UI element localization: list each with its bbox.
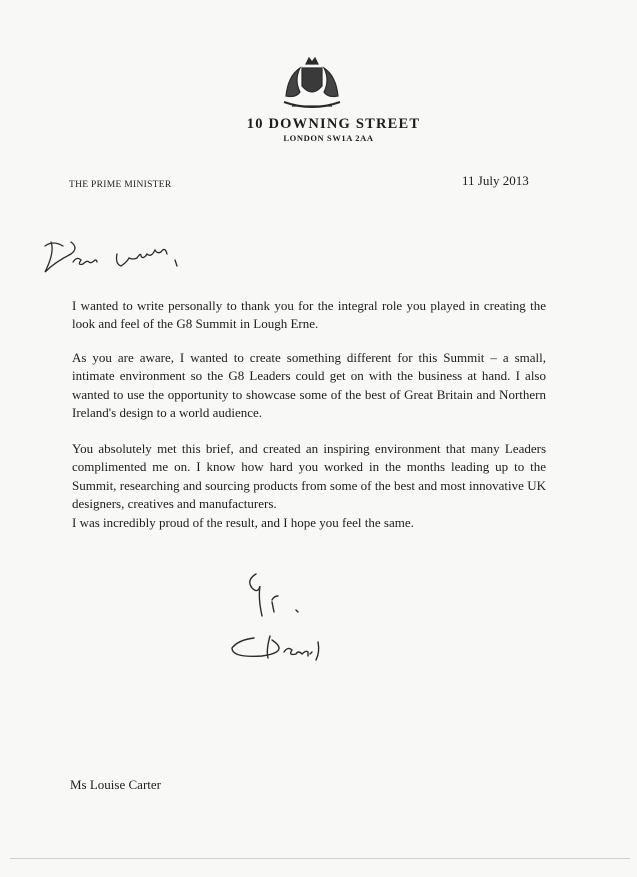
scan-edge-line — [10, 858, 630, 859]
handwritten-signature — [224, 628, 342, 670]
royal-coat-of-arms-icon — [278, 54, 346, 112]
from-label: THE PRIME MINISTER — [69, 180, 172, 190]
postcode-line: LONDON SW1A 2AA — [283, 133, 374, 143]
address-line: 10 DOWNING STREET — [246, 116, 421, 132]
paragraph-3: You absolutely met this brief, and created an inspiring environment that many Leaders complimented me on. I know how hard you worked in the months leading up to the Summit, researching and sourcing products from some of the best and most innovative UK designers, creatives and manufacturers. — [72, 441, 546, 511]
paragraph-2: As you are aware, I wanted to create something different for this Summit – a small, intimate environment so the G8 Leaders could get on with the business at hand. I also wanted to use the opportunity to showcase some of the best of Great Britain and Northern Ireland's design to a world audience. — [72, 350, 546, 420]
paragraph-1: I wanted to write personally to thank you for the integral role you played in creating the look and feel of the G8 Summit in Lough Erne. — [72, 298, 546, 332]
paragraph-4: I was incredibly proud of the result, and I hope you feel the same. — [72, 515, 414, 530]
recipient-name: Ms Louise Carter — [70, 777, 161, 792]
handwritten-greeting — [35, 232, 195, 278]
letter-date: 11 July 2013 — [462, 173, 529, 188]
handwritten-signoff — [238, 568, 318, 618]
